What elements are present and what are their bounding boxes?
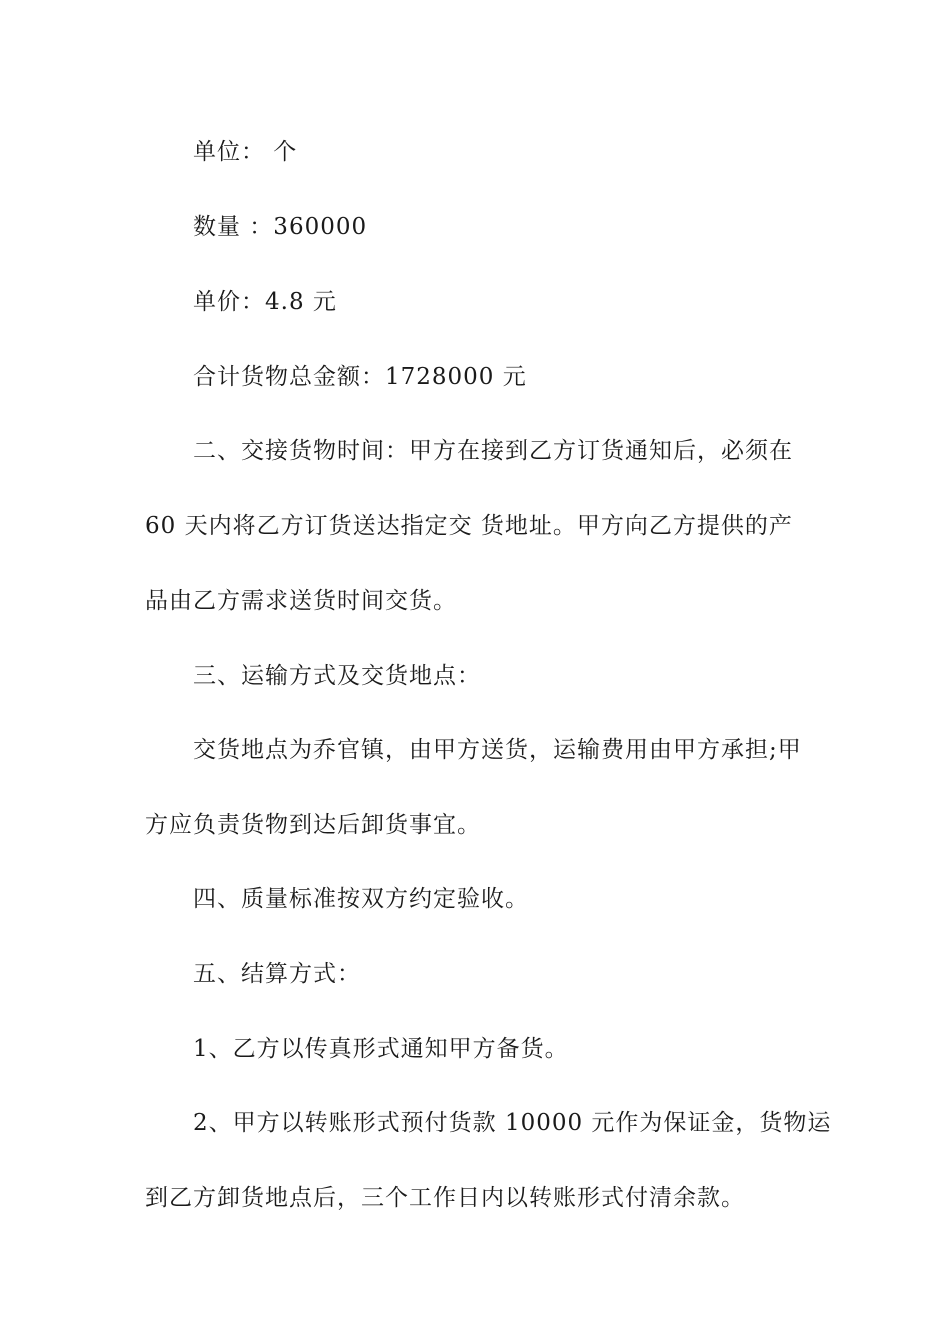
unit-price-line: 单价：4.8 元 [193,289,337,315]
section-4-line: 四、质量标准按双方约定验收。 [193,886,529,912]
unit-line: 单位： 个 [193,139,298,165]
section-2-line-3: 品由乙方需求送货时间交货。 [145,588,457,614]
delivery-line-1: 交货地点为乔官镇，由甲方送货，运输费用由甲方承担;甲 [193,737,802,763]
section-5-heading: 五、结算方式： [193,961,361,987]
section-3-heading: 三、运输方式及交货地点： [193,663,481,689]
settlement-item-2-line-1: 2、甲方以转账形式预付货款 10000 元作为保证金，货物运 [193,1110,832,1136]
quantity-line: 数量 ：360000 [193,214,368,240]
delivery-line-2: 方应负责货物到达后卸货事宜。 [145,812,481,838]
settlement-item-2-line-2: 到乙方卸货地点后，三个工作日内以转账形式付清余款。 [145,1185,745,1211]
section-2-line-1: 二、交接货物时间：甲方在接到乙方订货通知后，必须在 [193,438,793,464]
section-2-line-2: 60 天内将乙方订货送达指定交 货地址。甲方向乙方提供的产 [145,513,793,539]
settlement-item-1: 1、乙方以传真形式通知甲方备货。 [193,1036,569,1062]
total-amount-line: 合计货物总金额：1728000 元 [193,364,527,390]
